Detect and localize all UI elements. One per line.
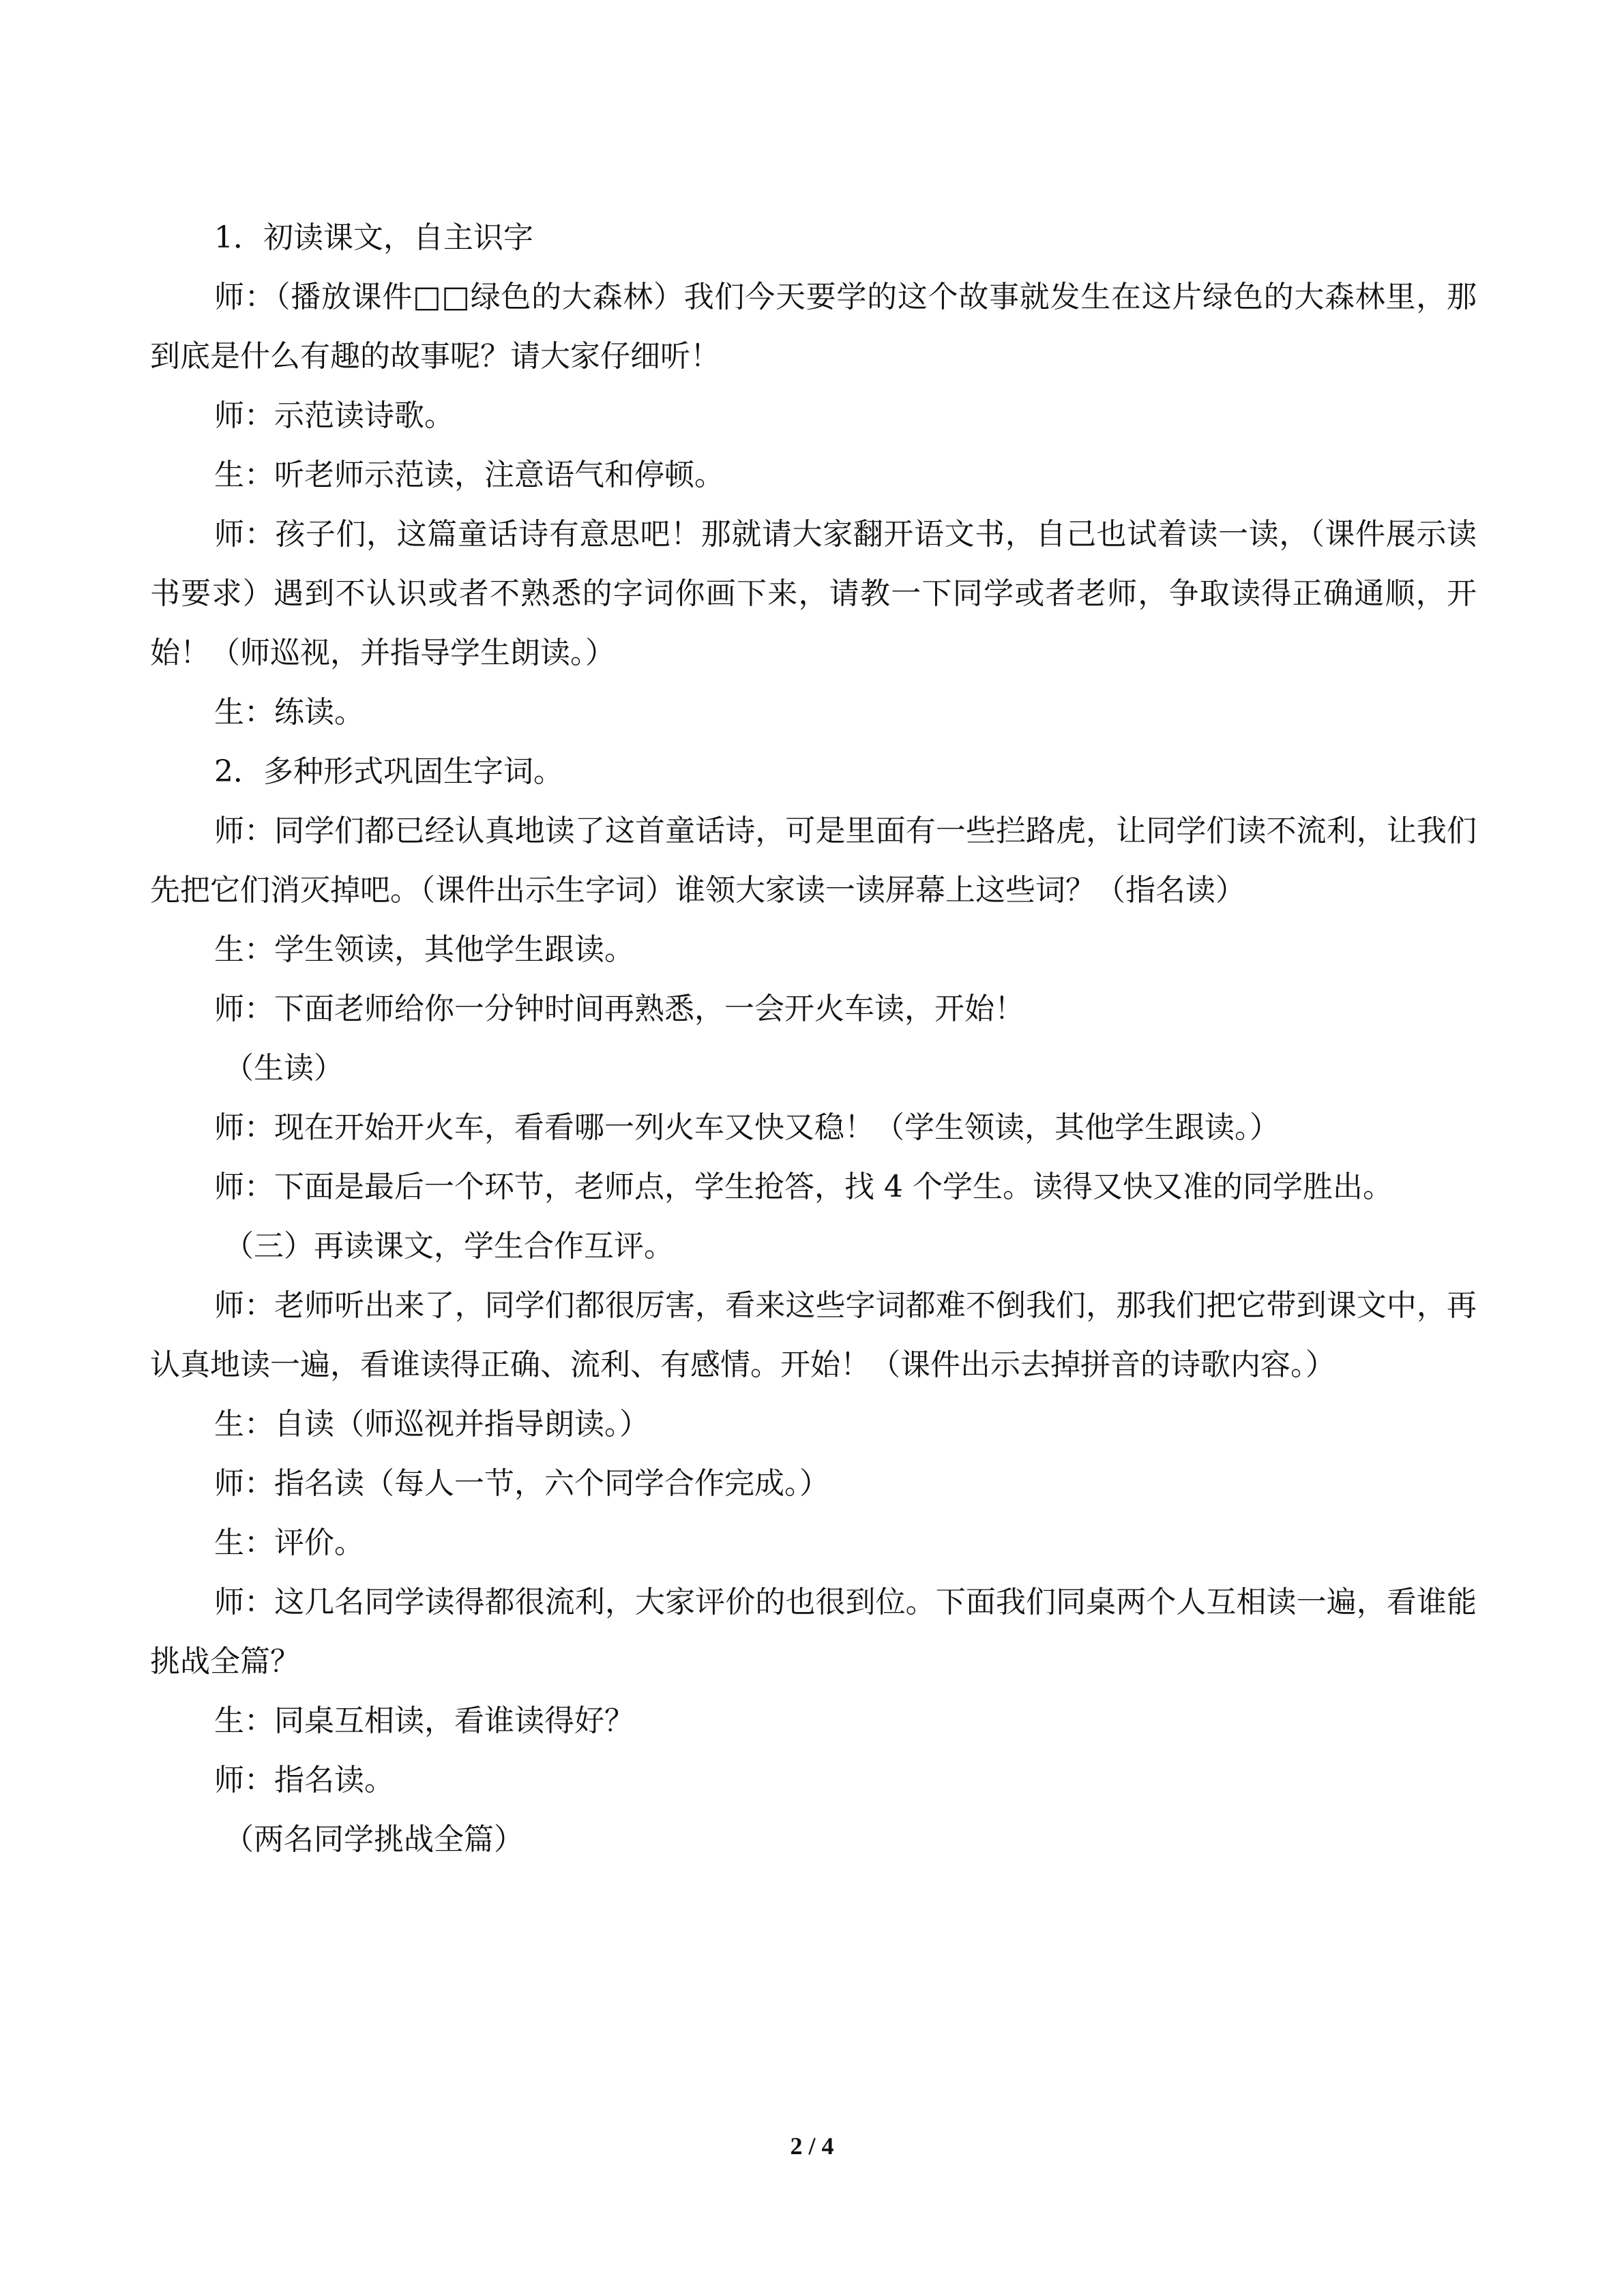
paragraph: 师：同学们都已经认真地读了这首童话诗，可是里面有一些拦路虎，让同学们读不流利，让我们先把它们消灭掉吧。（课件出示生字词）谁领大家读一读屏幕上这些词？（指名读） [150, 814, 1477, 908]
paragraph: 生：练读。 [214, 695, 364, 730]
paragraph: 师：下面老师给你一分钟时间再熟悉，一会开火车读，开始！ [214, 992, 1024, 1026]
paragraph: 生：评价。 [214, 1525, 364, 1560]
page-number: 2 / 4 [790, 2132, 834, 2160]
paragraph: 1．初读课文，自主识字 [214, 220, 533, 255]
paragraph: 生：学生领读，其他学生跟读。 [214, 932, 634, 967]
paragraph: 生：听老师示范读，注意语气和停顿。 [214, 458, 724, 492]
paragraph: 生：自读（师巡视并指导朗读。） [214, 1407, 649, 1442]
paragraph: 师：指名读。 [214, 1763, 394, 1798]
paragraph: 师：（播放课件□□绿色的大森林）我们今天要学的这个故事就发生在这片绿色的大森林里，那到底是什么有趣的故事呢？请大家仔细听！ [150, 280, 1477, 374]
paragraph: 师：现在开始开火车，看看哪一列火车又快又稳！（学生领读，其他学生跟读。） [214, 1110, 1280, 1145]
section-heading: （三）再读课文，学生合作互评。 [224, 1229, 674, 1264]
paragraph: （生读） [224, 1051, 344, 1086]
paragraph: 师：老师听出来了，同学们都很厉害，看来这些字词都难不倒我们，那我们把它带到课文中，再认真地读一遍，看谁读得正确、流利、有感情。开始！（课件出示去掉拼音的诗歌内容。） [150, 1288, 1477, 1382]
paragraph: 师：这几名同学读得都很流利，大家评价的也很到位。下面我们同桌两个人互相读一遍，看谁能挑战全篇？ [150, 1585, 1477, 1679]
paragraph: 师：指名读（每人一节，六个同学合作完成。） [214, 1466, 829, 1501]
paragraph: 生：同桌互相读，看谁读得好？ [214, 1703, 634, 1738]
paragraph: 师：下面是最后一个环节，老师点，学生抢答，找 4 个学生。读得又快又准的同学胜出。 [214, 1169, 1393, 1204]
paragraph: 师：孩子们，这篇童话诗有意思吧！那就请大家翻开语文书，自己也试着读一读，（课件展示读书要求）遇到不认识或者不熟悉的字词你画下来，请教一下同学或者老师，争取读得正确通顺，开始！（师巡视，并指导学生朗读。） [150, 517, 1477, 670]
paragraph: 师：示范读诗歌。 [214, 398, 454, 433]
document-body [150, 208, 1477, 1869]
paragraph: （两名同学挑战全篇） [224, 1822, 524, 1857]
paragraph: 2．多种形式巩固生字词。 [214, 754, 563, 789]
